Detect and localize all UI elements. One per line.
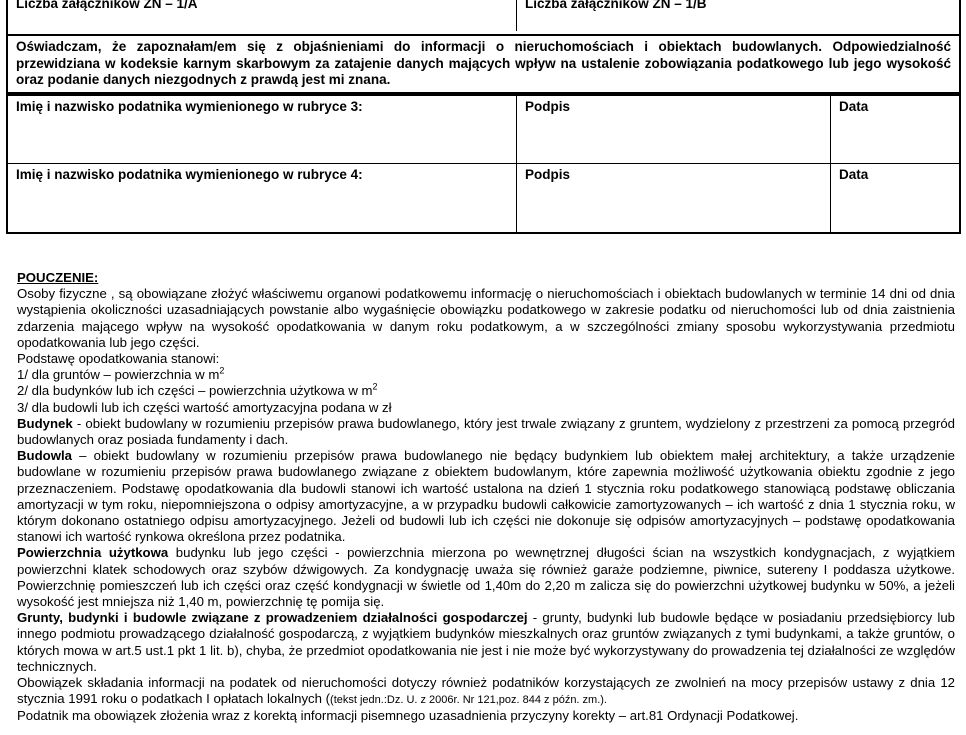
obligation-citation: (tekst jedn.:Dz. U. z 2006r. Nr 121,poz. 844 z późn. zm.). <box>330 694 607 707</box>
definition-budowla <box>17 448 955 545</box>
tax-base-item-1-text: 1/ dla gruntów – powierzchnia w m <box>17 367 220 383</box>
taxpayer-4-name-field[interactable]: Imię i nazwisko podatnika wymienionego w rubryce 4: <box>16 167 363 182</box>
instructions-intro: Osoby fizyczne , są obowiązane złożyć właściwemu organowi podatkowemu informację o nieruchomościach i obiektach budowlanych w terminie 14 dni od dnia wystąpienia okoliczności uzasadniających powstanie albo wygaśnięcie obowiązku podatkowego w zakresie podatku od nieruchomości lub od dnia zaistnienia zdarzenia mającego wpływ na wysokość opodatkowania w danym roku podatkowym, a w szczególności zmiany sposobu wykorzystywania przedmiotu opodatkowania lub jego części. <box>17 286 955 350</box>
tax-base-item-1 <box>17 367 955 383</box>
tax-base-item-2 <box>17 383 955 399</box>
taxpayer-3-signature-field[interactable]: Podpis <box>516 96 830 163</box>
definition-budynek <box>17 416 955 448</box>
attachments-a-label: Liczba załączników ZN – 1/A <box>16 0 198 11</box>
square-superscript: 2 <box>372 382 378 393</box>
definition-grunty <box>17 610 955 675</box>
declaration-text: Oświadczam, że zapoznałam/em się z objaśnieniami do informacji o nieruchomościach i obiektach budowlanych. Odpowiedzialność przewidziana w kodeksie karnym skarbowym za zatajenie danych mających wpływ na ustalenie zobowiązania podatkowego lub jego wysokość oraz podanie danych niezgodnych z prawdą jest mi znana. <box>16 39 951 87</box>
signature-row-2 <box>8 164 959 232</box>
tax-base-item-3: 3/ dla budowli lub ich części wartość amortyzacyjna podana w zł <box>17 399 392 415</box>
definition-powierzchnia-text: budynku lub jego części - powierzchnia mierzona po wewnętrznej długości ścian na wszystkich kondygnacjach, z wyjątkiem powierzchni klatek schodowych oraz szybów dźwigowych. Za kondygnację uważa się również garaże podziemne, piwnice, sutereny I poddasza użytkowe. Powierzchnię pomieszczeń lub ich części oraz część kondygnacji w świetle od 1,40m do 2,20 m zalicza się do powierzchni użytkowej budynku w 50%, a jeżeli wysokość jest mniejsza niż 1,40 m, powierzchnię tę pomija się. <box>17 545 955 610</box>
attachments-row <box>8 0 959 36</box>
term-powierzchnia: Powierzchnia użytkowa <box>17 545 169 561</box>
tax-base-heading: Podstawę opodatkowania stanowi: <box>17 351 220 367</box>
definition-powierzchnia <box>17 545 955 610</box>
term-budowla: Budowla <box>17 448 72 464</box>
instructions-section <box>17 270 955 725</box>
taxpayer-4-signature-field[interactable]: Podpis <box>516 164 830 232</box>
definition-budowla-text: – obiekt budowlany w rozumieniu przepisów prawa budowlanego nie będący budynkiem lub obiektem małej architektury, a także urządzenie budowlane w rozumieniu przepisów prawa budowlanego związane z obiektem budowlanym, które zapewnia możliwość użytkowania obiektu zgodnie z jego przeznaczeniem. Podstawę opodatkowania dla budowli stanowi ich wartość ustalona na dzień 1 stycznia roku podatkowego stanowiącą podstawę obliczania amortyzacji w tym roku, niepomniejszona o odpisy amortyzacyjne, a w przypadku budowli całkowicie zamortyzowanych – ich wartość z dnia 1 stycznia roku, w którym dokonano ostatniego odpisu amortyzacyjnego. Jeżeli od budowli lub ich części nie dokonuje się odpisów amortyzacyjnych – podstawę opodatkowania stanowi ich wartość rynkowa określona przez podatnika. <box>17 448 955 545</box>
taxpayer-3-name-field[interactable]: Imię i nazwisko podatnika wymienionego w rubryce 3: <box>16 99 363 114</box>
term-budynek: Budynek <box>17 415 73 431</box>
taxpayer-3-date-field[interactable]: Data <box>830 96 959 163</box>
square-superscript: 2 <box>219 365 225 376</box>
definition-budynek-text: - obiekt budowlany w rozumieniu przepisów prawa budowlanego, który jest trwale związany z gruntem, wydzielony z przestrzeni za pomocą przegród budowlanych oraz posiada fundamenty i dach. <box>17 415 955 448</box>
definition-grunty-text: - grunty, budynki lub budowle będące w posiadaniu przedsiębiorcy lub innego podmiotu prowadzącego działalność gospodarczą, z wyjątkiem budynków mieszkalnych oraz gruntów związanych z tymi budynkami, a także gruntów, o których mowa w art.5 ust.1 pkt 1 lit. b), chyba, że przedmiot opodatkowania nie jest i nie może być wykorzystywany do prowadzenia tej działalności ze względów technicznych. <box>17 610 955 674</box>
tax-base-item-2-text: 2/ dla budynków lub ich części – powierzchnia użytkowa w m <box>17 383 373 399</box>
obligation-text: Obowiązek składania informacji na podatek od nieruchomości dotyczy również podatników korzystających ze zwolnień na mocy przepisów ustawy z dnia 12 stycznia 1991 roku o podatkach I opłatach lokalnych ( <box>17 675 955 707</box>
term-grunty: Grunty, budynki i budowle związane z prowadzeniem działalności gospodarczej <box>17 610 528 626</box>
signature-row-1 <box>8 96 959 164</box>
obligation-paragraph <box>17 675 955 708</box>
form-table <box>6 0 961 234</box>
declaration-row <box>8 36 959 96</box>
instructions-heading: POUCZENIE: <box>17 270 99 285</box>
taxpayer-4-date-field[interactable]: Data <box>830 164 959 232</box>
correction-paragraph: Podatnik ma obowiązek złożenia wraz z korektą informacji pisemnego uzasadnienia przyczyny korekty – art.81 Ordynacji Podatkowej. <box>17 708 799 724</box>
attachments-b-label: Liczba załączników ZN – 1/B <box>516 0 959 31</box>
